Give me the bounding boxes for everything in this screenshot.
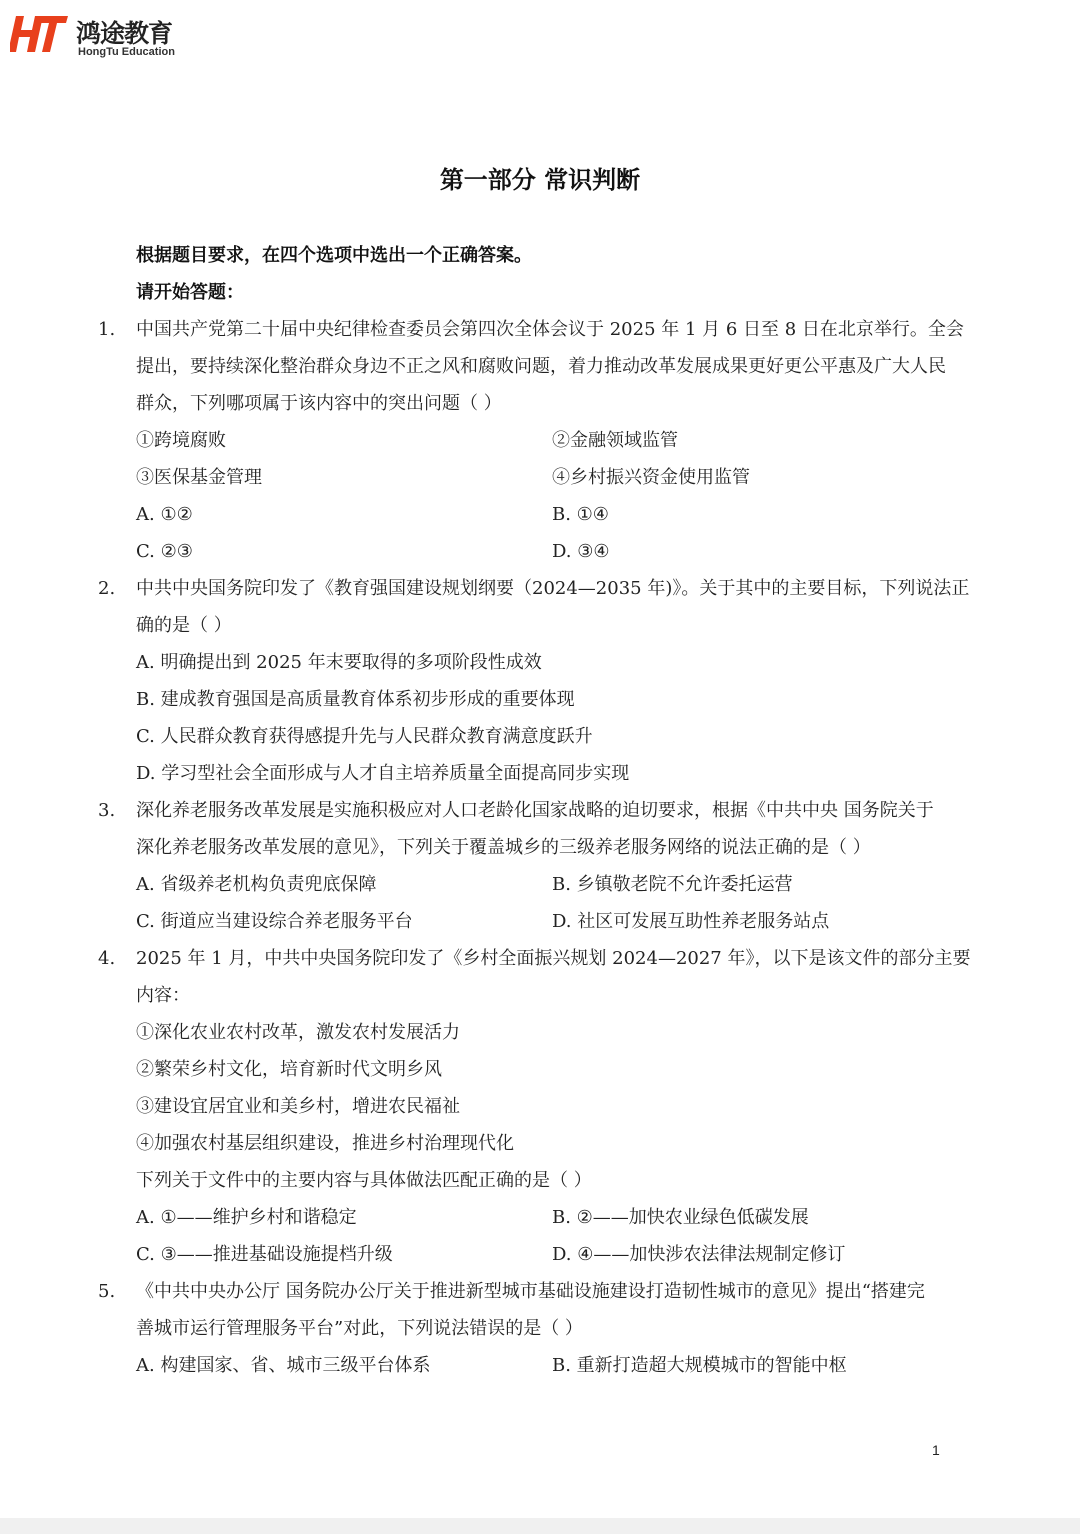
- question-number: 3.: [98, 800, 116, 821]
- question-item: ①跨境腐败: [136, 430, 226, 451]
- instructions-line-1: 根据题目要求，在四个选项中选出一个正确答案。: [136, 245, 532, 266]
- question-item: ②金融领域监管: [552, 430, 678, 451]
- question-number: 1.: [98, 319, 116, 340]
- option-d: D. ③④: [552, 541, 610, 562]
- question-stem-line: 群众，下列哪项属于该内容中的突出问题（ ）: [136, 393, 502, 414]
- instructions-line-2: 请开始答题：: [136, 282, 244, 303]
- question-stem-line: 确的是（ ）: [136, 615, 232, 636]
- question-stem-line: 善城市运行管理服务平台”对此，下列说法错误的是（ ）: [136, 1318, 583, 1339]
- question-stem-line: 内容：: [136, 985, 190, 1006]
- question-stem-line: 《中共中央办公厅 国务院办公厅关于推进新型城市基础设施建设打造韧性城市的意见》提出“搭建完: [136, 1281, 925, 1302]
- page-bottom-edge: [0, 1518, 1080, 1534]
- option-a: A. ①②: [136, 504, 193, 525]
- question-stem-line: 提出，要持续深化整治群众身边不正之风和腐败问题，着力推动改革发展成果更好更公平惠及广大人民: [136, 356, 946, 377]
- option-b: B. 乡镇敬老院不允许委托运营: [552, 874, 793, 895]
- question-number: 4.: [98, 948, 116, 969]
- question-stem-line: 深化养老服务改革发展是实施积极应对人口老龄化国家战略的迫切要求，根据《中共中央 国务院关于: [136, 800, 934, 821]
- question-item: ③建设宜居宜业和美乡村，增进农民福祉: [136, 1096, 460, 1117]
- option-a: A. 构建国家、省、城市三级平台体系: [136, 1355, 431, 1376]
- section-title: 第一部分 常识判断: [439, 166, 641, 194]
- page-number: 1: [932, 1442, 940, 1458]
- option-a: A. 省级养老机构负责兜底保障: [136, 874, 377, 895]
- question-item: ④乡村振兴资金使用监管: [552, 467, 750, 488]
- option-c: C. 人民群众教育获得感提升先与人民群众教育满意度跃升: [136, 726, 593, 747]
- question-item: ②繁荣乡村文化，培育新时代文明乡风: [136, 1059, 442, 1080]
- option-b: B. 重新打造超大规模城市的智能中枢: [552, 1355, 847, 1376]
- option-c: C. ③——推进基础设施提档升级: [136, 1244, 393, 1265]
- option-a: A. ①——维护乡村和谐稳定: [136, 1207, 357, 1228]
- question-stem-line: 中国共产党第二十届中央纪律检查委员会第四次全体会议于 2025 年 1 月 6 日至 8 日在北京举行。全会: [136, 319, 964, 340]
- question-stem-line: 2025 年 1 月，中共中央国务院印发了《乡村全面振兴规划 2024—2027 年》，以下是该文件的部分主要: [136, 948, 971, 969]
- question-stem-line: 深化养老服务改革发展的意见》，下列关于覆盖城乡的三级养老服务网络的说法正确的是（ ）: [136, 837, 871, 858]
- logo-chinese-name: 鸿途教育: [76, 19, 173, 48]
- question-number: 2.: [98, 578, 116, 599]
- question-item: ④加强农村基层组织建设，推进乡村治理现代化: [136, 1133, 514, 1154]
- option-d: D. 学习型社会全面形成与人才自主培养质量全面提高同步实现: [136, 763, 630, 784]
- question-stem-line: 中共中央国务院印发了《教育强国建设规划纲要（2024—2035 年)》。关于其中的主要目标，下列说法正: [136, 578, 970, 599]
- option-d: D. ④——加快涉农法律法规制定修订: [552, 1244, 846, 1265]
- ht-logo-icon: [10, 12, 72, 56]
- option-b: B. ①④: [552, 504, 609, 525]
- question-item: ③医保基金管理: [136, 467, 262, 488]
- option-b: B. 建成教育强国是高质量教育体系初步形成的重要体现: [136, 689, 575, 710]
- option-d: D. 社区可发展互助性养老服务站点: [552, 911, 830, 932]
- question-item: ①深化农业农村改革，激发农村发展活力: [136, 1022, 460, 1043]
- question-number: 5.: [98, 1281, 116, 1302]
- hongtu-logo: [10, 8, 200, 58]
- question-prompt: 下列关于文件中的主要内容与具体做法匹配正确的是（ ）: [136, 1170, 592, 1191]
- option-a: A. 明确提出到 2025 年末要取得的多项阶段性成效: [136, 652, 542, 673]
- option-b: B. ②——加快农业绿色低碳发展: [552, 1207, 809, 1228]
- option-c: C. 街道应当建设综合养老服务平台: [136, 911, 413, 932]
- logo-english-name: HongTu Education: [78, 46, 175, 58]
- option-c: C. ②③: [136, 541, 193, 562]
